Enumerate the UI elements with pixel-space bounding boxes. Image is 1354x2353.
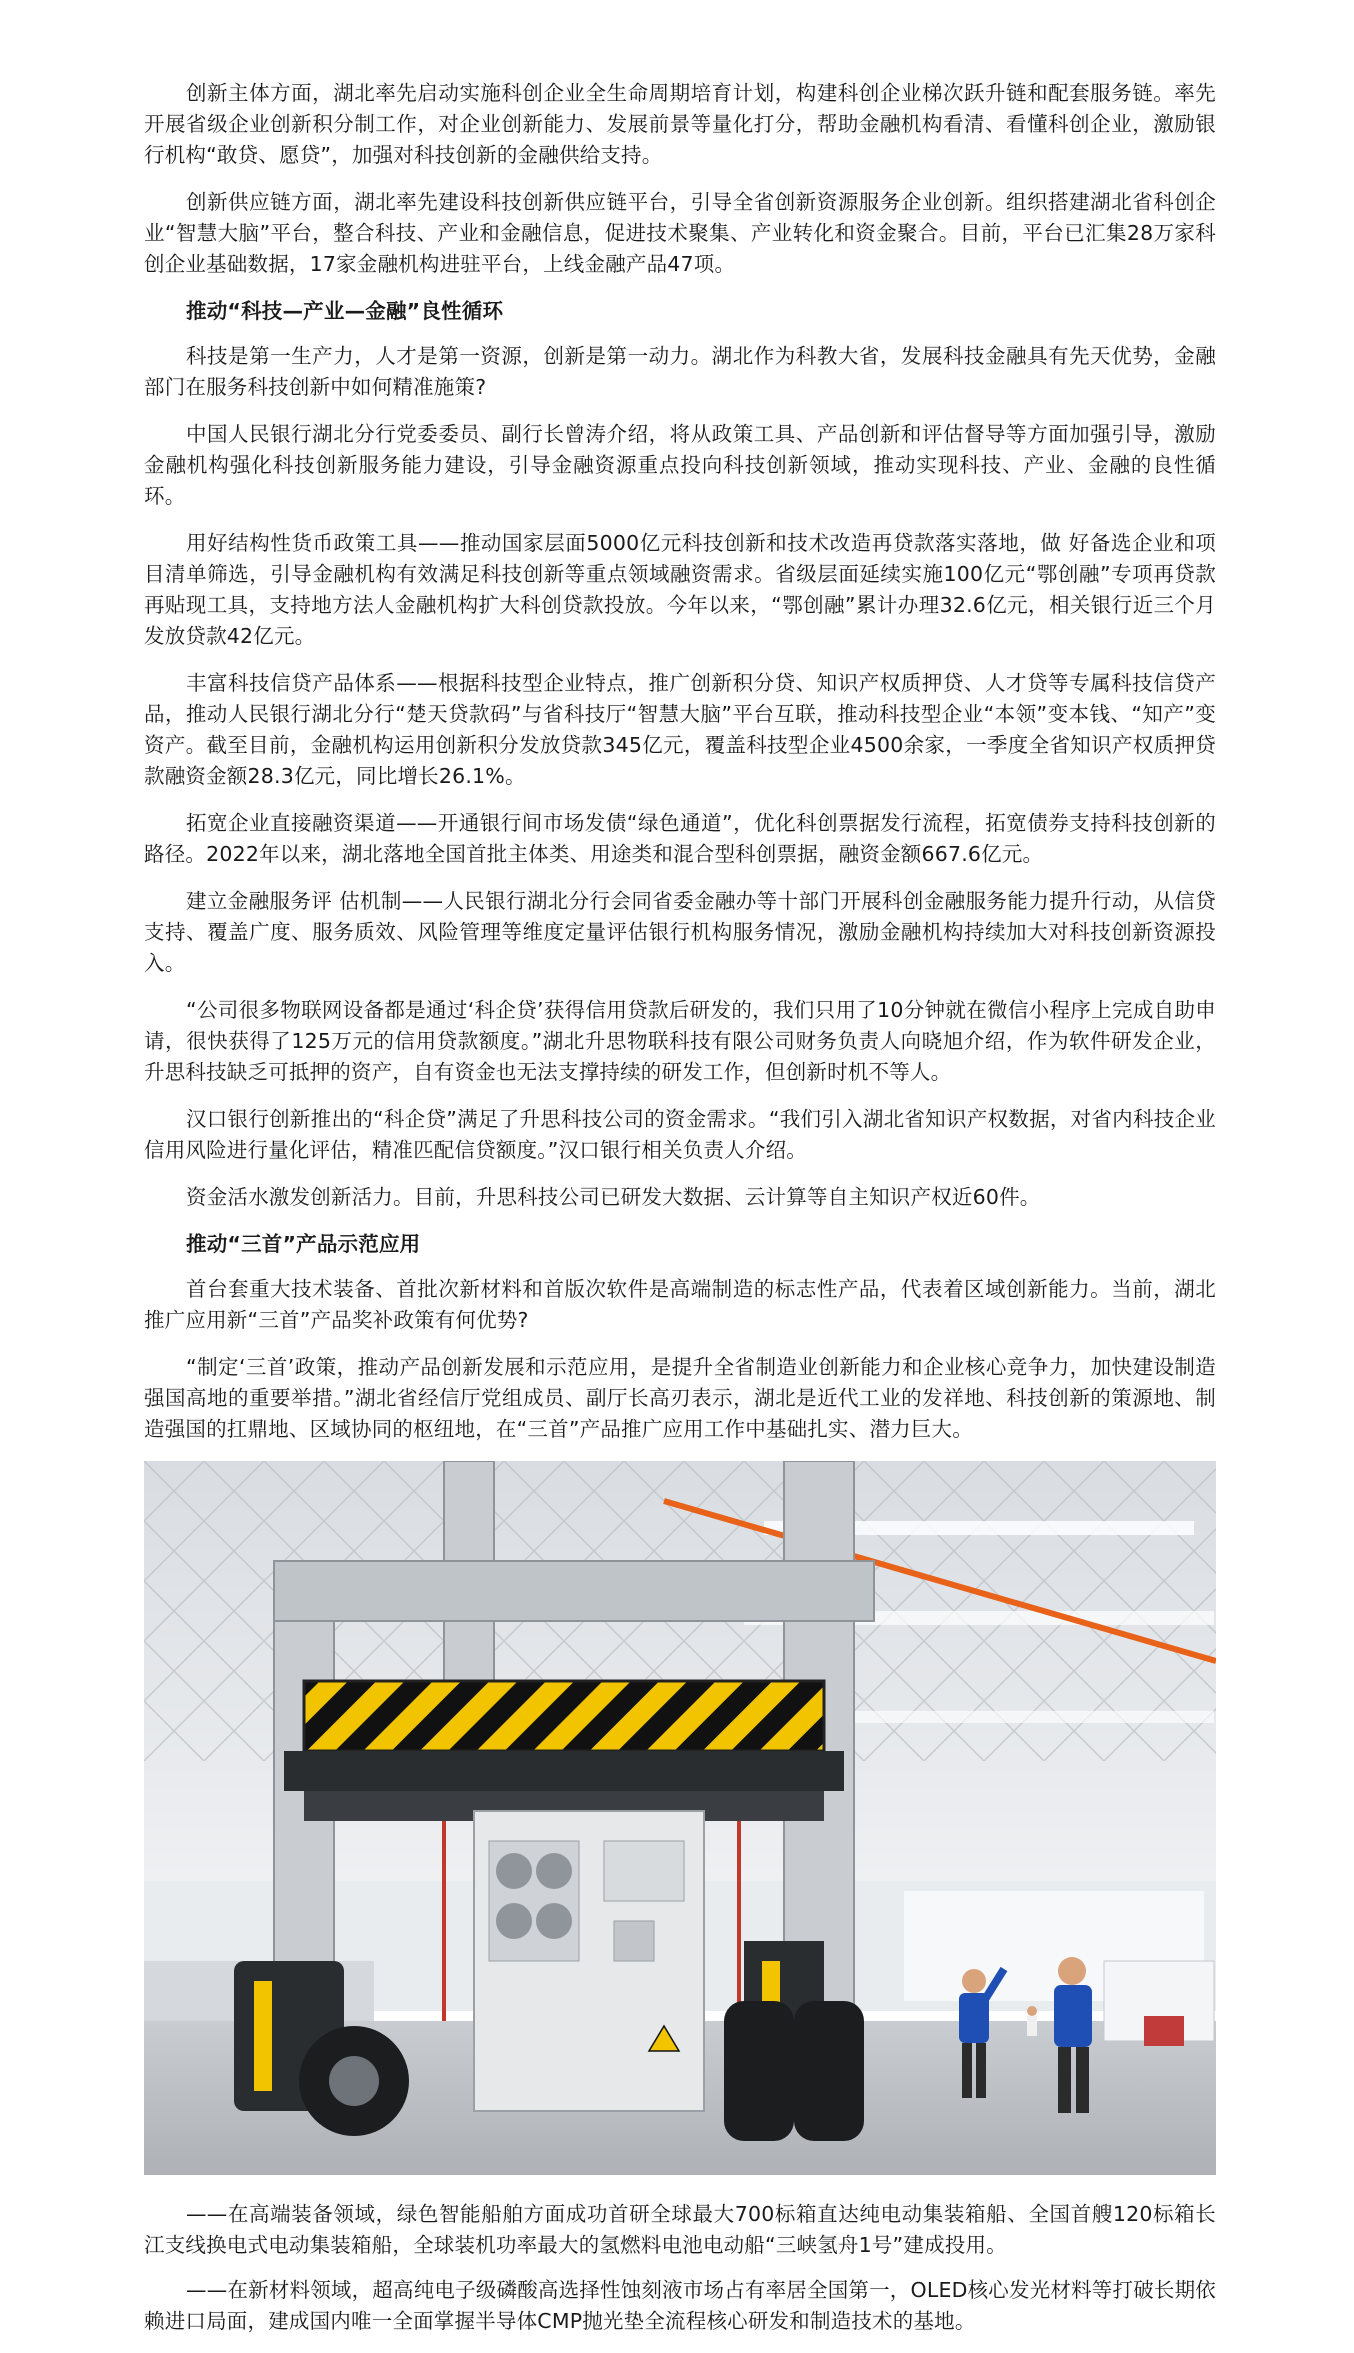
paragraph: 丰富科技信贷产品体系——根据科技型企业特点，推广创新积分贷、知识产权质押贷、人才贷等专属科技信贷产品，推动人民银行湖北分行“楚天贷款码”与省科技厅“智慧大脑”平台互联，推动科技型企业“本领”变本钱、“知产”变资产。截至目前，金融机构运用创新积分发放贷款345亿元，覆盖科技型企业4500余家，一季度全省知识产权质押贷款融资金额28.3亿元，同比增长26.1%。 — [144, 671, 1216, 788]
paragraph: ——在新材料领域，超高纯电子级磷酸高选择性蚀刻液市场占有率居全国第一，OLED核心发光材料等打破长期依赖进口局面，建成国内唯一全面掌握半导体CMP抛光垫全流程核心研发和制造技术的基地。 — [144, 2278, 1216, 2333]
paragraph: 创新主体方面，湖北率先启动实施科创企业全生命周期培育计划，构建科创企业梯次跃升链和配套服务链。率先开展省级企业创新积分制工作，对企业创新能力、发展前景等量化打分，帮助金融机构看清、看懂科创企业，激励银行机构“敢贷、愿贷”，加强对科技创新的金融供给支持。 — [144, 81, 1216, 167]
paragraph: ——在高端装备领域，绿色智能船舶方面成功首研全球最大700标箱直达纯电动集装箱船、全国首艘120标箱长江支线换电式电动集装箱船，全球装机功率最大的氢燃料电池电动船“三峡氢舟1号”建成投用。 — [144, 2202, 1216, 2257]
article-body — [144, 78, 1216, 2353]
paragraph: 用好结构性货币政策工具——推动国家层面5000亿元科技创新和技术改造再贷款落实落地，做 好备选企业和项目清单筛选，引导金融机构有效满足科技创新等重点领域融资需求。省级层面延续实施100亿元“鄂创融”专项再贷款再贴现工具，支持地方法人金融机构扩大科创贷款投放。今年以来，“鄂创融”累计办理32.6亿元，相关银行近三个月发放贷款42亿元。 — [144, 531, 1216, 648]
paragraph: 汉口银行创新推出的“科企贷”满足了升思科技公司的资金需求。“我们引入湖北省知识产权数据，对省内科技企业信用风险进行量化评估，精准匹配信贷额度。”汉口银行相关负责人介绍。 — [144, 1107, 1216, 1162]
paragraph: 拓宽企业直接融资渠道——开通银行间市场发债“绿色通道”，优化科创票据发行流程，拓宽债券支持科技创新的路径。2022年以来，湖北落地全国首批主体类、用途类和混合型科创票据，融资金额667.6亿元。 — [144, 811, 1216, 866]
paragraph: 创新供应链方面，湖北率先建设科技创新供应链平台，引导全省创新资源服务企业创新。组织搭建湖北省科创企业“智慧大脑”平台，整合科技、产业和金融信息，促进技术聚集、产业转化和资金聚合。目前，平台已汇集28万家科创企业基础数据，17家金融机构进驻平台，上线金融产品47项。 — [144, 190, 1216, 276]
paragraph: 科技是第一生产力，人才是第一资源，创新是第一动力。湖北作为科教大省，发展科技金融具有先天优势，金融部门在服务科技创新中如何精准施策? — [144, 344, 1216, 399]
paragraph: 资金活水激发创新活力。目前，升思科技公司已研发大数据、云计算等自主知识产权近60件。 — [186, 1185, 1041, 1209]
article-photo — [144, 1461, 1216, 2175]
section-heading: 推动“科技—产业—金融”良性循环 — [186, 299, 504, 323]
paragraph: 建立金融服务评 估机制——人民银行湖北分行会同省委金融办等十部门开展科创金融服务能力提升行动，从信贷支持、覆盖广度、服务质效、风险管理等维度定量评估银行机构服务情况，激励金融机构持续加大对科技创新资源投入。 — [144, 889, 1216, 975]
paragraph: 首台套重大技术装备、首批次新材料和首版次软件是高端制造的标志性产品，代表着区域创新能力。当前，湖北推广应用新“三首”产品奖补政策有何优势? — [144, 1277, 1216, 1332]
section-heading: 推动“三首”产品示范应用 — [186, 1232, 421, 1256]
paragraph: “制定‘三首’政策，推动产品创新发展和示范应用，是提升全省制造业创新能力和企业核心竞争力，加快建设制造强国高地的重要举措。”湖北省经信厅党组成员、副厅长高刃表示，湖北是近代工业的发祥地、科技创新的策源地、制造强国的扛鼎地、区域协同的枢纽地，在“三首”产品推广应用工作中基础扎实、潜力巨大。 — [144, 1355, 1216, 1441]
paragraph: 中国人民银行湖北分行党委委员、副行长曾涛介绍，将从政策工具、产品创新和评估督导等方面加强引导，激励金融机构强化科技创新服务能力建设，引导金融资源重点投向科技创新领域，推动实现科技、产业、金融的良性循环。 — [144, 422, 1216, 508]
paragraph: “公司很多物联网设备都是通过‘科企贷’获得信用贷款后研发的，我们只用了10分钟就在微信小程序上完成自助申请，很快获得了125万元的信用贷款额度。”湖北升思物联科技有限公司财务负责人向晓旭介绍，作为软件研发企业，升思科技缺乏可抵押的资产，自有资金也无法支撑持续的研发工作，但创新时机不等人。 — [144, 998, 1216, 1084]
